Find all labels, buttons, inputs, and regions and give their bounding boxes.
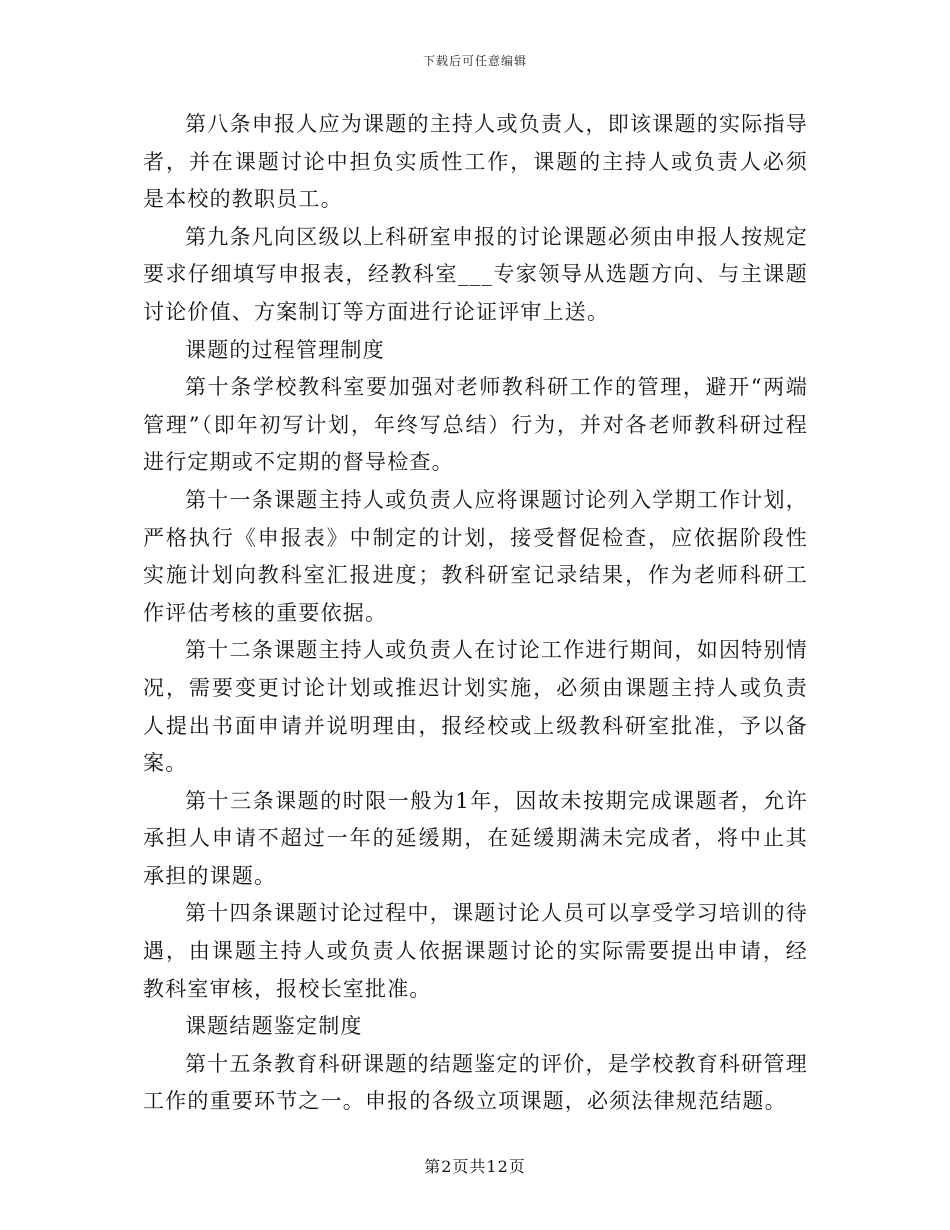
page-header: 下载后可任意编辑 [422, 54, 527, 68]
page-number-footer: 第2页共12页 [424, 1157, 526, 1176]
article-14-paragraph: 第十四条课题讨论过程中，课题讨论人员可以享受学习培训的待遇，由课题主持人或负责人依据课题讨论的实际需要提出申请，经教科室审核，报校长室批准。 [143, 901, 808, 1001]
article-12-paragraph: 第十二条课题主持人或负责人在讨论工作进行期间，如因特别情况，需要变更讨论计划或推迟计划实施，必须由课题主持人或负责人提出书面申请并说明理由，报经校或上级教科研室批准，予以备案。 [143, 638, 808, 776]
article-8-paragraph: 第八条申报人应为课题的主持人或负责人，即该课题的实际指导者，并在课题讨论中担负实质性工作，课题的主持人或负责人必须是本校的教职员工。 [143, 112, 808, 212]
article-11-paragraph: 第十一条课题主持人或负责人应将课题讨论列入学期工作计划，严格执行《申报表》中制定的计划，接受督促检查，应依据阶段性实施计划向教科室汇报进度；教科研室记录结果，作为老师科研工作评估考核的重要依据。 [143, 487, 808, 625]
article-9-paragraph: 第九条凡向区级以上科研室申报的讨论课题必须由申报人按规定要求仔细填写申报表，经教科室___专家领导从选题方向、与主课题讨论价值、方案制订等方面进行论证评审上送。 [143, 224, 808, 324]
document-body [143, 106, 808, 1121]
article-10-paragraph: 第十条学校教科室要加强对老师教科研工作的管理，避开“两端管理”（即年初写计划，年终写总结）行为，并对各老师教科研过程进行定期或不定期的督导检查。 [143, 375, 808, 475]
section-heading-process-management: 课题的过程管理制度 [185, 337, 385, 362]
section-heading-completion-appraisal: 课题结题鉴定制度 [185, 1014, 363, 1039]
article-13-paragraph: 第十三条课题的时限一般为1年，因故未按期完成课题者，允许承担人申请不超过一年的延缓期，在延缓期满未完成者，将中止其承担的课题。 [143, 788, 808, 888]
article-15-paragraph: 第十五条教育科研课题的结题鉴定的评价，是学校教育科研管理工作的重要环节之一。申报的各级立项课题，必须法律规范结题。 [143, 1051, 808, 1114]
